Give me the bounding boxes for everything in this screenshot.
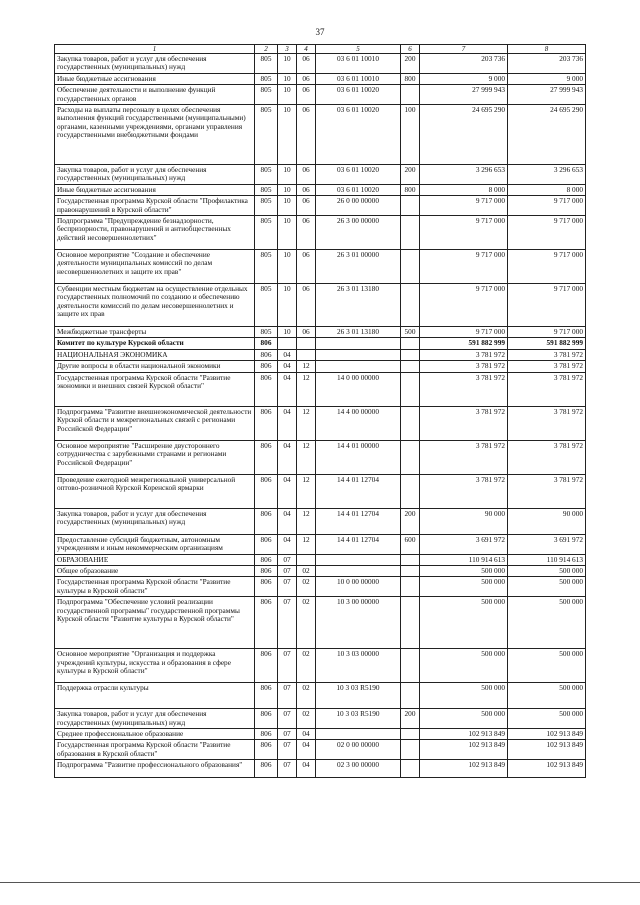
- row-type-cell: [401, 196, 420, 216]
- row-amount-cell: 110 914 613: [420, 554, 508, 565]
- row-amount2-cell: 8 000: [508, 184, 586, 195]
- row-code-cell: 806: [255, 440, 278, 474]
- row-type-cell: [401, 216, 420, 250]
- row-subsection-cell: 02: [297, 565, 316, 576]
- table-row: [55, 649, 586, 683]
- table-row: [55, 508, 586, 534]
- row-amount-cell: 3 781 972: [420, 474, 508, 508]
- row-amount2-cell: 102 913 849: [508, 740, 586, 760]
- table-row: [55, 85, 586, 105]
- row-name-cell: Подпрограмма "Обеспечение условий реализации государственной программы" государственной программы Курской области "Развитие культуры в Курской области": [55, 597, 255, 649]
- row-code-cell: 806: [255, 372, 278, 406]
- row-section-cell: 04: [278, 534, 297, 554]
- table-row: [55, 196, 586, 216]
- row-type-cell: [401, 740, 420, 760]
- row-code-cell: 806: [255, 474, 278, 508]
- row-name-cell: Закупка товаров, работ и услуг для обеспечения государственных (муниципальных) нужд: [55, 709, 255, 729]
- row-name-cell: Государственная программа Курской области "Развитие культуры в Курской области": [55, 577, 255, 597]
- row-name-cell: Государственная программа Курской области "Развитие образования в Курской области": [55, 740, 255, 760]
- table-row: [55, 327, 586, 338]
- row-amount2-cell: 102 913 849: [508, 760, 586, 778]
- row-section-cell: 07: [278, 760, 297, 778]
- row-name-cell: НАЦИОНАЛЬНАЯ ЭКОНОМИКА: [55, 349, 255, 360]
- row-name-cell: Другие вопросы в области национальной экономики: [55, 361, 255, 372]
- row-target-cell: 03 6 01 10020: [316, 85, 401, 105]
- row-amount-cell: 9 000: [420, 73, 508, 84]
- row-type-cell: [401, 440, 420, 474]
- row-name-cell: Государственная программа Курской области "Профилактика правонарушений в Курской области": [55, 196, 255, 216]
- row-amount-cell: 27 999 943: [420, 85, 508, 105]
- row-code-cell: 805: [255, 54, 278, 74]
- table-row: [55, 534, 586, 554]
- row-type-cell: [401, 760, 420, 778]
- row-code-cell: 805: [255, 250, 278, 284]
- row-name-cell: Государственная программа Курской области "Развитие экономики и внешних связей Курской области": [55, 372, 255, 406]
- header-row: [55, 45, 586, 54]
- row-amount2-cell: 3 781 972: [508, 372, 586, 406]
- row-type-cell: [401, 372, 420, 406]
- row-code-cell: 805: [255, 196, 278, 216]
- row-amount-cell: 500 000: [420, 683, 508, 709]
- table-row: [55, 165, 586, 185]
- row-code-cell: 806: [255, 406, 278, 440]
- row-target-cell: [316, 338, 401, 349]
- table-row: [55, 709, 586, 729]
- row-subsection-cell: 12: [297, 361, 316, 372]
- row-code-cell: 805: [255, 327, 278, 338]
- row-type-cell: 500: [401, 327, 420, 338]
- row-amount2-cell: 102 913 849: [508, 728, 586, 739]
- row-code-cell: 806: [255, 565, 278, 576]
- row-type-cell: [401, 683, 420, 709]
- row-target-cell: [316, 728, 401, 739]
- row-type-cell: 200: [401, 709, 420, 729]
- row-section-cell: 07: [278, 709, 297, 729]
- row-code-cell: 805: [255, 284, 278, 327]
- row-type-cell: 100: [401, 105, 420, 165]
- table-row: [55, 760, 586, 778]
- row-section-cell: 07: [278, 577, 297, 597]
- row-amount2-cell: 9 717 000: [508, 327, 586, 338]
- row-target-cell: 10 3 03 R5190: [316, 709, 401, 729]
- row-section-cell: 07: [278, 597, 297, 649]
- row-amount-cell: 591 882 999: [420, 338, 508, 349]
- row-target-cell: 14 4 00 00000: [316, 406, 401, 440]
- row-type-cell: [401, 565, 420, 576]
- row-section-cell: 10: [278, 184, 297, 195]
- row-name-cell: Расходы на выплаты персоналу в целях обеспечения выполнения функций государственными (муниципальными) органами, казенными учреждениями, органами управления государственными внебюджетными фондами: [55, 105, 255, 165]
- row-code-cell: 806: [255, 683, 278, 709]
- row-subsection-cell: 06: [297, 216, 316, 250]
- row-subsection-cell: [297, 554, 316, 565]
- row-amount2-cell: 9 717 000: [508, 250, 586, 284]
- row-section-cell: 04: [278, 372, 297, 406]
- header-cell: 8: [508, 45, 586, 54]
- row-code-cell: 806: [255, 597, 278, 649]
- row-name-cell: Комитет по культуре Курской области: [55, 338, 255, 349]
- table-row: [55, 565, 586, 576]
- row-name-cell: Иные бюджетные ассигнования: [55, 73, 255, 84]
- header-cell: 7: [420, 45, 508, 54]
- row-amount-cell: 3 691 972: [420, 534, 508, 554]
- row-amount2-cell: 3 781 972: [508, 349, 586, 360]
- row-section-cell: 04: [278, 406, 297, 440]
- row-subsection-cell: 06: [297, 327, 316, 338]
- table-row: [55, 474, 586, 508]
- row-code-cell: 805: [255, 165, 278, 185]
- table-row: [55, 250, 586, 284]
- row-code-cell: 805: [255, 73, 278, 84]
- row-subsection-cell: 04: [297, 740, 316, 760]
- row-target-cell: [316, 349, 401, 360]
- row-amount2-cell: 500 000: [508, 709, 586, 729]
- row-type-cell: 200: [401, 165, 420, 185]
- row-section-cell: [278, 338, 297, 349]
- bottom-rule: [0, 882, 640, 883]
- header-cell: 1: [55, 45, 255, 54]
- row-type-cell: [401, 597, 420, 649]
- row-subsection-cell: 06: [297, 250, 316, 284]
- table-row: [55, 361, 586, 372]
- row-section-cell: 07: [278, 728, 297, 739]
- row-code-cell: 806: [255, 349, 278, 360]
- row-amount-cell: 3 781 972: [420, 406, 508, 440]
- row-type-cell: 800: [401, 73, 420, 84]
- row-type-cell: 200: [401, 54, 420, 74]
- row-subsection-cell: [297, 338, 316, 349]
- row-type-cell: [401, 250, 420, 284]
- row-target-cell: 14 4 01 12704: [316, 508, 401, 534]
- row-section-cell: 04: [278, 474, 297, 508]
- row-amount-cell: 3 781 972: [420, 440, 508, 474]
- row-target-cell: 03 6 01 10010: [316, 73, 401, 84]
- row-amount2-cell: 3 781 972: [508, 440, 586, 474]
- table-row: [55, 740, 586, 760]
- row-amount2-cell: 203 736: [508, 54, 586, 74]
- table-row: [55, 406, 586, 440]
- table-row: [55, 597, 586, 649]
- row-amount2-cell: 500 000: [508, 577, 586, 597]
- row-target-cell: 10 0 00 00000: [316, 577, 401, 597]
- row-amount2-cell: 9 000: [508, 73, 586, 84]
- row-target-cell: 02 3 00 00000: [316, 760, 401, 778]
- row-amount-cell: 102 913 849: [420, 760, 508, 778]
- row-code-cell: 806: [255, 760, 278, 778]
- table-row: [55, 577, 586, 597]
- row-amount-cell: 203 736: [420, 54, 508, 74]
- row-amount2-cell: 3 296 653: [508, 165, 586, 185]
- row-code-cell: 805: [255, 184, 278, 195]
- row-section-cell: 07: [278, 565, 297, 576]
- row-amount-cell: 9 717 000: [420, 250, 508, 284]
- row-name-cell: Обеспечение деятельности и выполнение функций государственных органов: [55, 85, 255, 105]
- row-amount-cell: 3 781 972: [420, 361, 508, 372]
- row-amount-cell: 9 717 000: [420, 196, 508, 216]
- table-row: [55, 54, 586, 74]
- row-name-cell: Межбюджетные трансферты: [55, 327, 255, 338]
- row-section-cell: 07: [278, 683, 297, 709]
- row-amount-cell: 3 781 972: [420, 349, 508, 360]
- row-type-cell: [401, 349, 420, 360]
- row-code-cell: 806: [255, 649, 278, 683]
- row-amount2-cell: 9 717 000: [508, 216, 586, 250]
- row-name-cell: Подпрограмма "Развитие внешнеэкономической деятельности Курской области и межрегиональных связей с регионами Российской Федерации": [55, 406, 255, 440]
- row-name-cell: Закупка товаров, работ и услуг для обеспечения государственных (муниципальных) нужд: [55, 54, 255, 74]
- row-target-cell: 14 4 01 12704: [316, 534, 401, 554]
- row-amount2-cell: 500 000: [508, 565, 586, 576]
- row-amount2-cell: 110 914 613: [508, 554, 586, 565]
- row-code-cell: 806: [255, 338, 278, 349]
- row-type-cell: [401, 474, 420, 508]
- row-target-cell: [316, 554, 401, 565]
- row-amount-cell: 500 000: [420, 649, 508, 683]
- row-section-cell: 10: [278, 196, 297, 216]
- row-subsection-cell: 12: [297, 372, 316, 406]
- row-type-cell: [401, 338, 420, 349]
- row-subsection-cell: [297, 349, 316, 360]
- row-amount2-cell: 500 000: [508, 597, 586, 649]
- row-section-cell: 10: [278, 105, 297, 165]
- row-type-cell: [401, 284, 420, 327]
- row-amount-cell: 24 695 290: [420, 105, 508, 165]
- row-section-cell: 04: [278, 349, 297, 360]
- row-section-cell: 10: [278, 250, 297, 284]
- table-row: [55, 440, 586, 474]
- row-subsection-cell: 02: [297, 577, 316, 597]
- row-amount-cell: 8 000: [420, 184, 508, 195]
- row-amount-cell: 90 000: [420, 508, 508, 534]
- row-amount2-cell: 3 691 972: [508, 534, 586, 554]
- row-amount-cell: 500 000: [420, 565, 508, 576]
- header-cell: 3: [278, 45, 297, 54]
- row-type-cell: [401, 85, 420, 105]
- table-row: [55, 105, 586, 165]
- row-target-cell: 03 6 01 10010: [316, 54, 401, 74]
- row-target-cell: 10 3 00 00000: [316, 597, 401, 649]
- table-row: [55, 728, 586, 739]
- table-row: [55, 372, 586, 406]
- row-target-cell: [316, 361, 401, 372]
- row-name-cell: Предоставление субсидий бюджетным, автономным учреждениям и иным некоммерческим организациям: [55, 534, 255, 554]
- row-target-cell: 26 3 01 13180: [316, 284, 401, 327]
- row-code-cell: 806: [255, 709, 278, 729]
- row-code-cell: 805: [255, 216, 278, 250]
- row-subsection-cell: 06: [297, 73, 316, 84]
- row-subsection-cell: 06: [297, 184, 316, 195]
- row-amount-cell: 3 296 653: [420, 165, 508, 185]
- row-amount-cell: 500 000: [420, 577, 508, 597]
- row-subsection-cell: 02: [297, 649, 316, 683]
- row-subsection-cell: 06: [297, 85, 316, 105]
- row-section-cell: 10: [278, 85, 297, 105]
- row-code-cell: 806: [255, 740, 278, 760]
- table-body: [55, 54, 586, 778]
- header-cell: 2: [255, 45, 278, 54]
- row-amount-cell: 9 717 000: [420, 216, 508, 250]
- row-subsection-cell: 02: [297, 709, 316, 729]
- row-section-cell: 04: [278, 440, 297, 474]
- row-code-cell: 805: [255, 105, 278, 165]
- row-section-cell: 04: [278, 508, 297, 534]
- row-subsection-cell: 06: [297, 105, 316, 165]
- row-subsection-cell: 12: [297, 440, 316, 474]
- row-target-cell: 26 3 00 00000: [316, 216, 401, 250]
- row-name-cell: ОБРАЗОВАНИЕ: [55, 554, 255, 565]
- row-amount2-cell: 500 000: [508, 649, 586, 683]
- row-target-cell: 10 3 03 R5190: [316, 683, 401, 709]
- row-subsection-cell: 04: [297, 728, 316, 739]
- row-amount2-cell: 9 717 000: [508, 196, 586, 216]
- row-code-cell: 806: [255, 534, 278, 554]
- row-name-cell: Подпрограмма "Предупреждение безнадзорности, беспризорности, правонарушений и антиобщественных действий несовершеннолетних": [55, 216, 255, 250]
- row-name-cell: Подпрограмма "Развитие профессионального образования": [55, 760, 255, 778]
- row-target-cell: 14 4 01 12704: [316, 474, 401, 508]
- row-subsection-cell: 12: [297, 508, 316, 534]
- row-section-cell: 10: [278, 216, 297, 250]
- row-type-cell: [401, 649, 420, 683]
- row-amount2-cell: 3 781 972: [508, 406, 586, 440]
- row-code-cell: 806: [255, 554, 278, 565]
- row-target-cell: 03 6 01 10020: [316, 184, 401, 195]
- row-section-cell: 07: [278, 649, 297, 683]
- header-cell: 6: [401, 45, 420, 54]
- row-name-cell: Основное мероприятие "Расширение двустороннего сотрудничества с зарубежными странами и регионами Российской Федерации": [55, 440, 255, 474]
- row-target-cell: 26 0 00 00000: [316, 196, 401, 216]
- row-target-cell: 03 6 01 10020: [316, 105, 401, 165]
- row-amount2-cell: 3 781 972: [508, 361, 586, 372]
- row-section-cell: 07: [278, 554, 297, 565]
- row-code-cell: 806: [255, 577, 278, 597]
- row-type-cell: [401, 361, 420, 372]
- row-type-cell: [401, 554, 420, 565]
- row-type-cell: 600: [401, 534, 420, 554]
- row-name-cell: Закупка товаров, работ и услуг для обеспечения государственных (муниципальных) нужд: [55, 508, 255, 534]
- row-section-cell: 10: [278, 165, 297, 185]
- row-name-cell: Субвенции местным бюджетам на осуществление отдельных государственных полномочий по созданию и обеспечению деятельности комиссий по делам несовершеннолетних и защите их прав: [55, 284, 255, 327]
- row-name-cell: Общее образование: [55, 565, 255, 576]
- row-amount-cell: 9 717 000: [420, 284, 508, 327]
- row-amount-cell: 102 913 849: [420, 728, 508, 739]
- row-amount2-cell: 90 000: [508, 508, 586, 534]
- row-type-cell: [401, 406, 420, 440]
- row-name-cell: Проведение ежегодной межрегиональной универсальной оптово-розничной Курской Коренской ярмарки: [55, 474, 255, 508]
- row-name-cell: Основное мероприятие "Создание и обеспечение деятельности муниципальных комиссий по делам несовершеннолетних и защите их прав": [55, 250, 255, 284]
- row-section-cell: 04: [278, 361, 297, 372]
- table-row: [55, 184, 586, 195]
- budget-table: [54, 44, 586, 778]
- header-cell: 5: [316, 45, 401, 54]
- row-subsection-cell: 04: [297, 760, 316, 778]
- row-subsection-cell: 06: [297, 165, 316, 185]
- table-row: [55, 349, 586, 360]
- row-section-cell: 07: [278, 740, 297, 760]
- row-code-cell: 806: [255, 728, 278, 739]
- row-amount-cell: 500 000: [420, 597, 508, 649]
- row-target-cell: 14 0 00 00000: [316, 372, 401, 406]
- row-code-cell: 806: [255, 508, 278, 534]
- row-type-cell: [401, 728, 420, 739]
- row-name-cell: Среднее профессиональное образование: [55, 728, 255, 739]
- row-amount2-cell: 500 000: [508, 683, 586, 709]
- table-row: [55, 554, 586, 565]
- row-target-cell: 10 3 03 00000: [316, 649, 401, 683]
- table-row: [55, 284, 586, 327]
- row-amount-cell: 102 913 849: [420, 740, 508, 760]
- row-name-cell: Закупка товаров, работ и услуг для обеспечения государственных (муниципальных) нужд: [55, 165, 255, 185]
- row-section-cell: 10: [278, 327, 297, 338]
- row-amount-cell: 9 717 000: [420, 327, 508, 338]
- header-cell: 4: [297, 45, 316, 54]
- row-section-cell: 10: [278, 54, 297, 74]
- row-subsection-cell: 06: [297, 284, 316, 327]
- row-target-cell: 03 6 01 10020: [316, 165, 401, 185]
- row-code-cell: 806: [255, 361, 278, 372]
- row-amount-cell: 3 781 972: [420, 372, 508, 406]
- table-row: [55, 683, 586, 709]
- row-target-cell: 26 3 01 00000: [316, 250, 401, 284]
- row-name-cell: Поддержка отрасли культуры: [55, 683, 255, 709]
- row-amount2-cell: 591 882 999: [508, 338, 586, 349]
- row-subsection-cell: 06: [297, 54, 316, 74]
- row-amount2-cell: 9 717 000: [508, 284, 586, 327]
- row-name-cell: Иные бюджетные ассигнования: [55, 184, 255, 195]
- row-type-cell: [401, 577, 420, 597]
- row-amount2-cell: 24 695 290: [508, 105, 586, 165]
- table-row: [55, 73, 586, 84]
- row-subsection-cell: 12: [297, 534, 316, 554]
- row-subsection-cell: 12: [297, 406, 316, 440]
- table-row: [55, 338, 586, 349]
- row-target-cell: [316, 565, 401, 576]
- row-amount2-cell: 27 999 943: [508, 85, 586, 105]
- row-type-cell: 800: [401, 184, 420, 195]
- page-number: 37: [315, 27, 325, 37]
- row-subsection-cell: 12: [297, 474, 316, 508]
- row-amount2-cell: 3 781 972: [508, 474, 586, 508]
- row-code-cell: 805: [255, 85, 278, 105]
- row-subsection-cell: 02: [297, 597, 316, 649]
- row-target-cell: 26 3 01 13180: [316, 327, 401, 338]
- row-subsection-cell: 02: [297, 683, 316, 709]
- row-section-cell: 10: [278, 73, 297, 84]
- row-target-cell: 02 0 00 00000: [316, 740, 401, 760]
- row-target-cell: 14 4 01 00000: [316, 440, 401, 474]
- row-section-cell: 10: [278, 284, 297, 327]
- row-amount-cell: 500 000: [420, 709, 508, 729]
- row-name-cell: Основное мероприятие "Организация и поддержка учреждений культуры, искусства и образования в сфере культуры в Курской области": [55, 649, 255, 683]
- row-subsection-cell: 06: [297, 196, 316, 216]
- table-row: [55, 216, 586, 250]
- row-type-cell: 200: [401, 508, 420, 534]
